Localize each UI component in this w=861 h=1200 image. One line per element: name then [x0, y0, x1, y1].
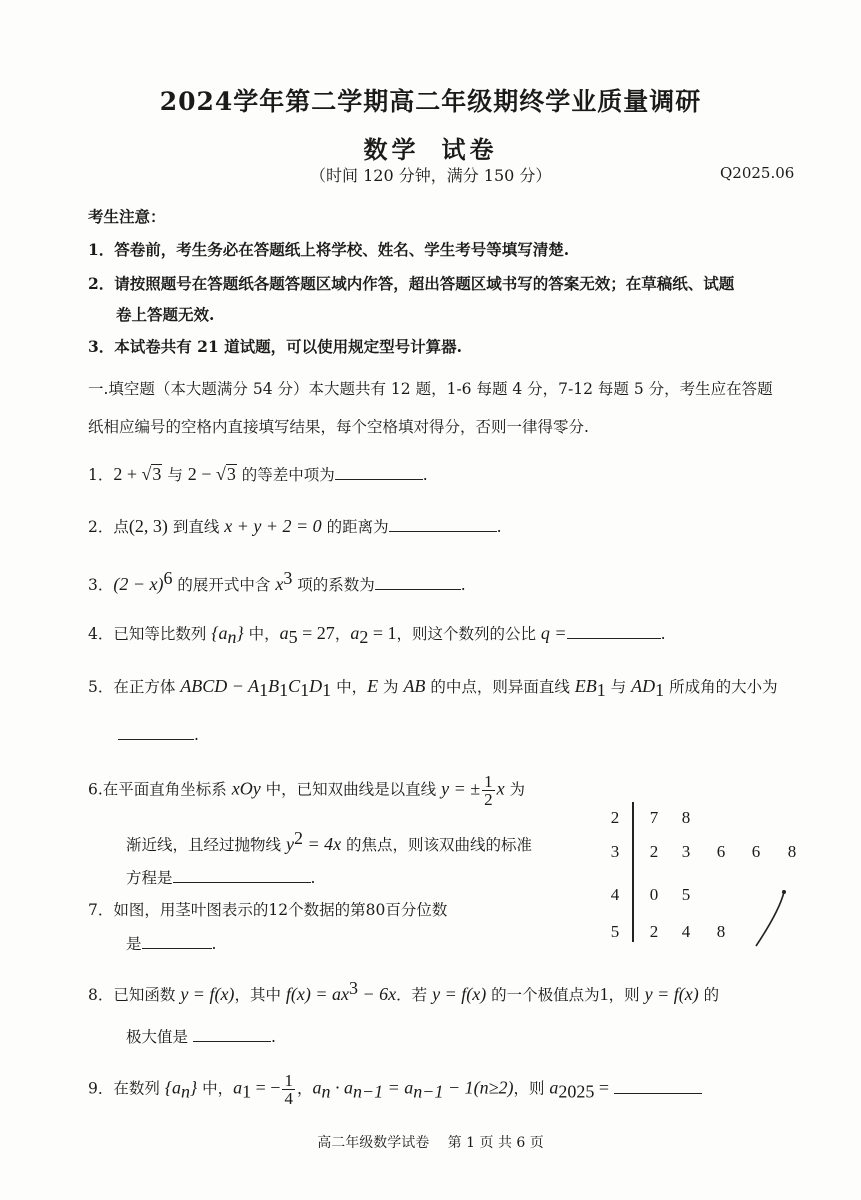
time-info: （时间 120 分钟，满分 150 分）: [310, 166, 552, 185]
leaf-value: 4: [681, 922, 691, 941]
leaf-value: 2: [649, 922, 659, 941]
question-5-blank-line: .: [118, 725, 199, 744]
stem-value: 3: [610, 842, 620, 861]
stem-leaf-plot: [600, 800, 830, 950]
question-1: 1．2 + √3 与 2 − √3 的等差中项为 .: [88, 464, 428, 484]
leaf-value: 7: [649, 808, 659, 827]
answer-blank-5[interactable]: [118, 725, 194, 740]
notice-item-2: 2．请按照题号在答题纸各题答题区域内作答，超出答题区域书写的答案无效；在草稿纸、试题: [88, 274, 735, 293]
answer-blank-9[interactable]: [614, 1079, 702, 1094]
question-6: 6.在平面直角坐标系 xOy 中，已知双曲线是以直线 y = ± $\frac{1}{2}$ x 为: [88, 772, 526, 809]
question-6-line2: 渐近线，且经过抛物线 $y^2 = 4x$ 的焦点，则该双曲线的标准: [126, 828, 533, 855]
question-5: 5．在正方体 ABCD − $A_1B_1C_1D_1$ 中，E 为 AB 的中点，则异面直线 $EB_1$ 与 $AD_1$ 所成角的大小为: [88, 676, 778, 701]
question-6-line3: 方程是 .: [126, 869, 316, 887]
question-4: 4．已知等比数列 $\{a_n\}$ 中，$a_5 = 27$，$a_2 = 1$，则这个数列的公比 q = .: [88, 623, 666, 648]
section-instructions-line1: 一.填空题（本大题满分 54 分）本大题共有 12 题，1-6 每题 4 分，7-12 每题 5 分，考生应在答题: [88, 380, 773, 398]
leaf-value: 8: [716, 922, 726, 941]
fraction-one-quarter: $\frac{1}{4}$: [284, 1071, 293, 1108]
notice-item-3: 3．本试卷共有 21 道试题，可以使用规定型号计算器.: [88, 337, 463, 356]
stem-divider: [632, 802, 634, 942]
question-7: 7．如图，用茎叶图表示的12个数据的第80百分位数: [88, 901, 448, 919]
question-3: 3．$(2 - x)^6$ 的展开式中含 $x^3$ 项的系数为 .: [88, 568, 466, 595]
paper-label: 试卷: [441, 135, 498, 164]
exam-subtitle: [0, 130, 861, 165]
fraction-one-half: $\frac{1}{2}$: [484, 772, 493, 809]
answer-blank-1[interactable]: [335, 465, 423, 480]
question-9: 9．在数列 $\{a_n\}$ 中，$a_1$ = − $\frac{1}{4}$ ，$a_n \cdot a_{n-1} = a_{n-1} - 1(n\ge 2)$，则 $a_{2025}$ =: [88, 1072, 702, 1107]
answer-blank-2[interactable]: [389, 517, 497, 532]
answer-blank-3[interactable]: [375, 575, 461, 590]
exam-code: Q2025.06: [720, 164, 795, 182]
leaf-value: 5: [681, 885, 691, 904]
leaf-value: 2: [649, 842, 659, 861]
subject-label: 数学: [363, 135, 420, 164]
leaf-value: 8: [681, 808, 691, 827]
question-7-line2: 是 .: [126, 935, 217, 953]
answer-blank-4[interactable]: [567, 624, 661, 639]
question-8-line2: 极大值是 .: [126, 1028, 276, 1046]
notice-heading: 考生注意：: [88, 207, 166, 226]
section-instructions-line2: 纸相应编号的空格内直接填写结果，每个空格填对得分，否则一律得零分.: [88, 418, 589, 436]
pen-mark: [750, 888, 790, 950]
leaf-value: 8: [787, 842, 797, 861]
question-8: 8．已知函数 y = f(x)，其中 $f(x) = ax^3 - 6x$．若 y = f(x) 的一个极值点为1，则 y = f(x) 的: [88, 978, 720, 1005]
notice-item-2-cont: 卷上答题无效.: [116, 305, 215, 324]
notice-item-1: 1．答卷前，考生务必在答题纸上将学校、姓名、学生考号等填写清楚.: [88, 240, 570, 259]
stem-value: 2: [610, 808, 620, 827]
stem-value: 5: [610, 922, 620, 941]
answer-blank-6[interactable]: [173, 868, 311, 883]
answer-blank-8[interactable]: [193, 1027, 271, 1042]
leaf-value: 3: [681, 842, 691, 861]
answer-blank-7[interactable]: [142, 934, 212, 949]
page-footer: 高二年级数学试卷 第 1 页 共 6 页: [317, 1135, 544, 1151]
leaf-value: 6: [716, 842, 726, 861]
question-2: 2．点(2, 3) 到直线 x + y + 2 = 0 的距离为 .: [88, 516, 502, 536]
exam-title: 2024学年第二学期高二年级期终学业质量调研: [159, 87, 702, 116]
leaf-value: 6: [751, 842, 761, 861]
leaf-value: 0: [649, 885, 659, 904]
stem-value: 4: [610, 885, 620, 904]
